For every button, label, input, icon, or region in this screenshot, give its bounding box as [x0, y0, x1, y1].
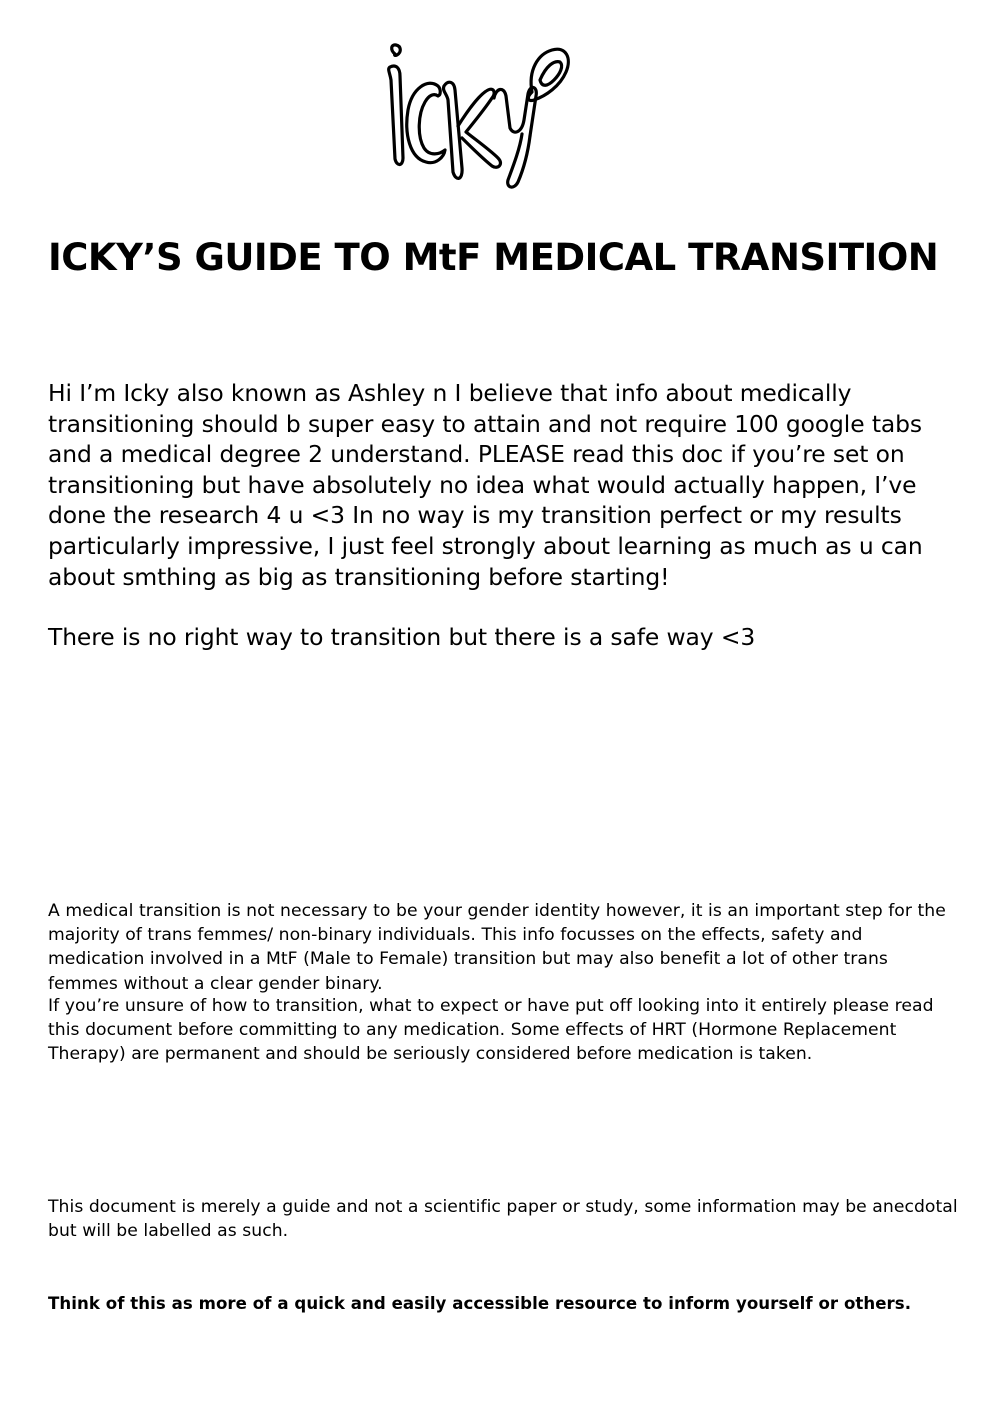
page-title: ICKY’S GUIDE TO MtF MEDICAL TRANSITION	[48, 236, 939, 279]
unsure-paragraph: If you’re unsure of how to transition, what to expect or have put off looking into it entirely please read this document before committing to any medication. Some effects of HRT (Hormone Replacement Therapy) are permanent and should be seriously considered before medication is taken.	[48, 996, 934, 1065]
tagline: There is no right way to transition but there is a safe way <3	[48, 623, 756, 651]
closing-note: Think of this as more of a quick and easily accessible resource to inform yourself or others.	[48, 1294, 912, 1313]
handwritten-signature-icon	[378, 40, 574, 192]
intro-paragraph: Hi I’m Icky also known as Ashley n I believe that info about medically transitioning should b super easy to attain and not require 100 google tabs and a medical degree 2 understand. PLEASE read this doc if you’re set on transitioning but have absolutely no idea what would actually happen, I’ve done the research 4 u <3 In no way is my transition perfect or my results particularly impressive, I just feel strongly about learning as much as u can about smthing as big as transitioning before starting!	[48, 379, 923, 591]
signature-logo	[378, 40, 574, 192]
medical-transition-paragraph: A medical transition is not necessary to be your gender identity however, it is an important step for the majority of trans femmes/ non-binary individuals. This info focusses on the effects, safety and medication involved in a MtF (Male to Female) transition but may also benefit a lot of other trans femmes without a clear gender binary.	[48, 901, 946, 994]
disclaimer-paragraph: This document is merely a guide and not a scientific paper or study, some information may be anecdotal but will be labelled as such.	[48, 1197, 958, 1242]
